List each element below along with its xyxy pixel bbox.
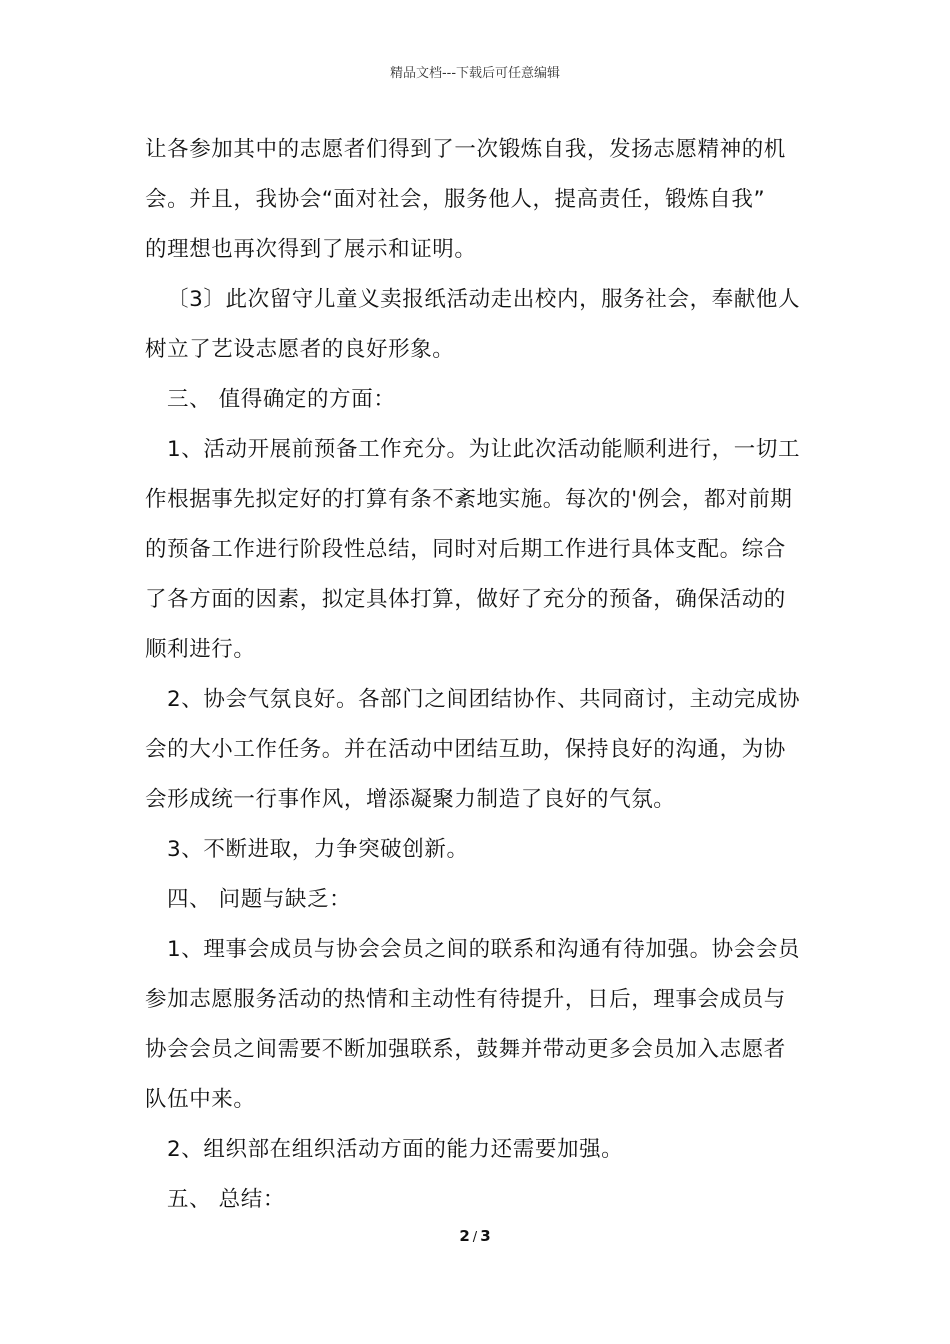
- text-line-20: 队伍中来。: [145, 1087, 256, 1112]
- text-line-21: 2、组织部在组织活动方面的能力还需要加强。: [167, 1137, 624, 1162]
- text-line-5: 树立了艺设志愿者的良好形象。: [145, 337, 455, 362]
- section-heading-4: 四、 问题与缺乏：: [167, 887, 352, 912]
- page-number: 2: [459, 1227, 470, 1245]
- page-total: 3: [480, 1227, 491, 1245]
- text-line-1: 让各参加其中的志愿者们得到了一次锻炼自我，发扬志愿精神的机: [145, 137, 786, 162]
- text-line-18: 参加志愿服务活动的热情和主动性有待提升，日后，理事会成员与: [145, 987, 786, 1012]
- text-line-15: 3、不断进取，力争突破创新。: [167, 837, 469, 862]
- text-line-9: 的预备工作进行阶段性总结，同时对后期工作进行具体支配。综合: [145, 537, 786, 562]
- section-heading-3: 三、 值得确定的方面：: [167, 387, 396, 412]
- text-line-13: 会的大小工作任务。并在活动中团结互助，保持良好的沟通，为协: [145, 737, 786, 762]
- text-line-2: 会。并且，我协会“面对社会，服务他人，提高责任，锻炼自我”: [145, 187, 766, 212]
- text-line-14: 会形成统一行事作风，增添凝聚力制造了良好的气氛。: [145, 787, 676, 812]
- text-line-8: 作根据事先拟定好的打算有条不紊地实施。每次的'例会，都对前期: [145, 487, 793, 512]
- text-line-3: 的理想也再次得到了展示和证明。: [145, 237, 477, 262]
- page-footer: [0, 1226, 950, 1248]
- text-line-17: 1、理事会成员与协会会员之间的联系和沟通有待加强。协会会员: [167, 937, 801, 962]
- page-header: 精品文档---下载后可任意编辑: [389, 66, 561, 81]
- document-body: [145, 125, 810, 1225]
- text-line-11: 顺利进行。: [145, 637, 256, 662]
- text-line-7: 1、活动开展前预备工作充分。为让此次活动能顺利进行，一切工: [167, 437, 801, 462]
- text-line-10: 了各方面的因素，拟定具体打算，做好了充分的预备，确保活动的: [145, 587, 786, 612]
- page-separator: /: [472, 1230, 478, 1245]
- section-heading-5: 五、 总结：: [167, 1187, 285, 1212]
- text-line-4: 〔3〕此次留守儿童义卖报纸活动走出校内，服务社会，奉献他人: [167, 287, 801, 312]
- text-line-12: 2、协会气氛良好。各部门之间团结协作、共同商讨，主动完成协: [167, 687, 801, 712]
- text-line-19: 协会会员之间需要不断加强联系，鼓舞并带动更多会员加入志愿者: [145, 1037, 786, 1062]
